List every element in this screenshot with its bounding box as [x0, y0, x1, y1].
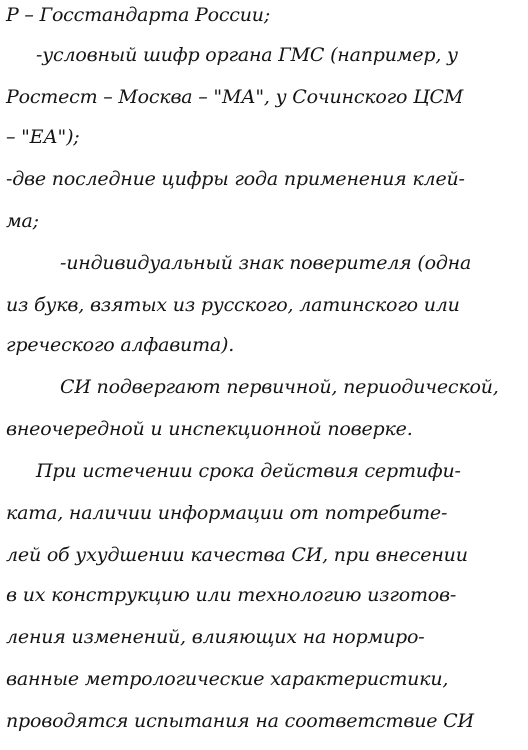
text-line-2: -условный шифр органа ГМС (например, у [36, 44, 458, 66]
text-line-11: внеочередной и инспекционной поверке. [6, 418, 413, 440]
text-line-1: Р – Госстандарта России; [6, 4, 271, 26]
text-line-8: из букв, взятых из русского, латинского или [6, 294, 460, 316]
text-line-18: проводятся испытания на соответствие СИ [6, 710, 474, 732]
text-line-6: ма; [6, 210, 39, 232]
text-line-3: Ростест – Москва – "МА", у Сочинского ЦСМ [6, 86, 464, 108]
text-line-10: СИ подвергают первичной, периодической, [60, 376, 499, 398]
text-line-17: ванные метрологические характеристики, [6, 668, 449, 690]
text-line-15: в их конструкцию или технологию изготов- [6, 584, 457, 606]
text-line-7: -индивидуальный знак поверителя (одна [60, 252, 472, 274]
text-line-16: ления изменений, влияющих на нормиро- [6, 626, 425, 648]
text-line-14: лей об ухудшении качества СИ, при внесении [6, 544, 468, 566]
text-line-5: -две последние цифры года применения клей- [6, 168, 465, 190]
text-line-13: ката, наличии информации от потребите- [6, 502, 448, 524]
text-line-4: – "ЕА"); [6, 126, 80, 148]
text-line-12: При истечении срока действия сертифи- [36, 460, 461, 482]
text-line-9: греческого алфавита). [6, 334, 235, 356]
